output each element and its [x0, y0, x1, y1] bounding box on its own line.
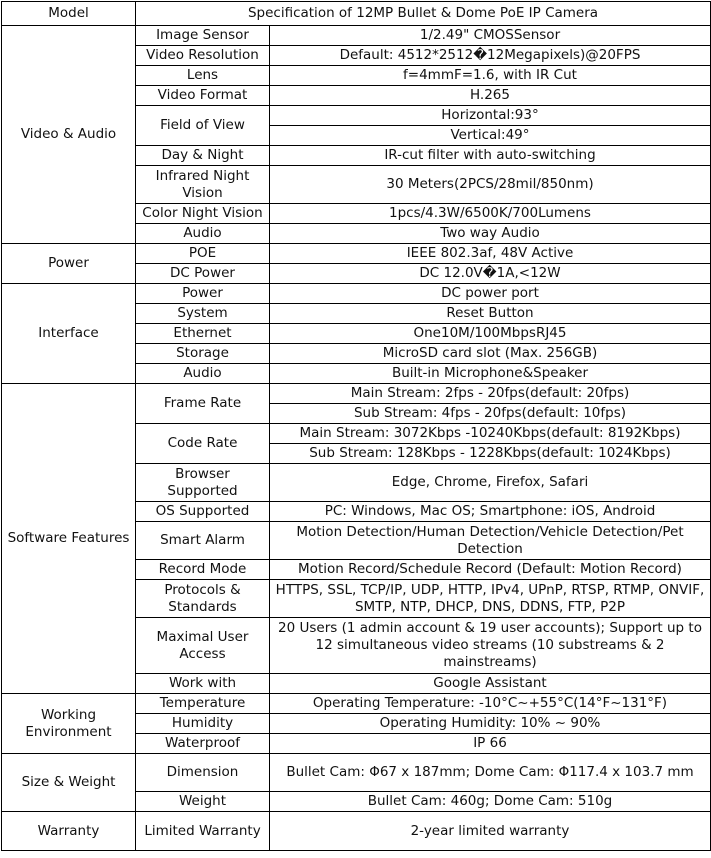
label-video-format-cell: Video Format [136, 86, 270, 106]
label-dc-power-cell: DC Power [136, 264, 270, 284]
header-title-cell: Specification of 12MP Bullet & Dome PoE IP Camera [136, 2, 711, 26]
section-software-features-cell: Software Features [2, 384, 136, 694]
spec-row [2, 812, 711, 851]
value-image-sensor-cell: 1/2.49" CMOSSensor [270, 26, 711, 46]
label-color-night-vision-cell: Color Night Vision [136, 204, 270, 224]
section-size-weight-cell: Size & Weight [2, 754, 136, 812]
value-video-resolution-cell: Default: 4512*2512�12Megapixels)@20FPS [270, 46, 711, 66]
value-dc-power-cell: DC 12.0V�1A,<12W [270, 264, 711, 284]
value-frame-rate-cell: Main Stream: 2fps - 20fps(default: 20fps) [270, 384, 711, 404]
label-record-mode-cell: Record Mode [136, 560, 270, 580]
value-weight-cell: Bullet Cam: 460g; Dome Cam: 510g [270, 792, 711, 812]
section-warranty-cell: Warranty [2, 812, 136, 851]
value-smart-alarm-cell: Motion Detection/Human Detection/Vehicle Detection/Pet Detection [270, 522, 711, 560]
spec-table [1, 1, 711, 851]
label-ethernet-cell: Ethernet [136, 324, 270, 344]
label-work-with-cell: Work with [136, 674, 270, 694]
label-poe-cell: POE [136, 244, 270, 264]
spec-row [2, 384, 711, 404]
value-protocols-standards-cell: HTTPS, SSL, TCP/IP, UDP, HTTP, IPv4, UPnP, RTSP, RTMP, ONVIF, SMTP, NTP, DHCP, DNS, DDNS, FTP, P2P [270, 580, 711, 618]
label-weight-cell: Weight [136, 792, 270, 812]
label-dimension-cell: Dimension [136, 754, 270, 792]
label-frame-rate-cell: Frame Rate [136, 384, 270, 424]
value-storage-cell: MicroSD card slot (Max. 256GB) [270, 344, 711, 364]
value-humidity-cell: Operating Humidity: 10% ~ 90% [270, 714, 711, 734]
label-humidity-cell: Humidity [136, 714, 270, 734]
value-video-format-cell: H.265 [270, 86, 711, 106]
value-record-mode-cell: Motion Record/Schedule Record (Default: Motion Record) [270, 560, 711, 580]
label-audio-cell: Audio [136, 364, 270, 384]
value-dimension-cell: Bullet Cam: Φ67 x 187mm; Dome Cam: Φ117.4 x 103.7 mm [270, 754, 711, 792]
value-field-of-view-cell: Horizontal:93° [270, 106, 711, 126]
section-working-environment-cell: Working Environment [2, 694, 136, 754]
label-maximal-user-access-cell: Maximal User Access [136, 618, 270, 674]
label-temperature-cell: Temperature [136, 694, 270, 714]
value-browser-supported-cell: Edge, Chrome, Firefox, Safari [270, 464, 711, 502]
label-field-of-view-cell: Field of View [136, 106, 270, 146]
label-waterproof-cell: Waterproof [136, 734, 270, 754]
label-storage-cell: Storage [136, 344, 270, 364]
header-row [2, 2, 711, 26]
spec-row [2, 284, 711, 304]
label-lens-cell: Lens [136, 66, 270, 86]
section-interface-cell: Interface [2, 284, 136, 384]
label-video-resolution-cell: Video Resolution [136, 46, 270, 66]
label-infrared-night-vision-cell: Infrared Night Vision [136, 166, 270, 204]
label-protocols-standards-cell: Protocols & Standards [136, 580, 270, 618]
header-model-cell: Model [2, 2, 136, 26]
label-browser-supported-cell: Browser Supported [136, 464, 270, 502]
value-work-with-cell: Google Assistant [270, 674, 711, 694]
spec-row [2, 694, 711, 714]
value-os-supported-cell: PC: Windows, Mac OS; Smartphone: iOS, Android [270, 502, 711, 522]
value-temperature-cell: Operating Temperature: -10°C~+55°C(14°F~131°F) [270, 694, 711, 714]
value-code-rate-cell: Sub Stream: 128Kbps - 1228Kbps(default: 1024Kbps) [270, 444, 711, 464]
value-power-cell: DC power port [270, 284, 711, 304]
label-smart-alarm-cell: Smart Alarm [136, 522, 270, 560]
value-day-night-cell: IR-cut filter with auto-switching [270, 146, 711, 166]
value-color-night-vision-cell: 1pcs/4.3W/6500K/700Lumens [270, 204, 711, 224]
value-field-of-view-cell: Vertical:49° [270, 126, 711, 146]
label-power-cell: Power [136, 284, 270, 304]
value-ethernet-cell: One10M/100MbpsRJ45 [270, 324, 711, 344]
label-day-night-cell: Day & Night [136, 146, 270, 166]
value-audio-cell: Built-in Microphone&Speaker [270, 364, 711, 384]
value-audio-cell: Two way Audio [270, 224, 711, 244]
label-code-rate-cell: Code Rate [136, 424, 270, 464]
value-limited-warranty-cell: 2-year limited warranty [270, 812, 711, 851]
spec-table-body [2, 2, 711, 851]
value-maximal-user-access-cell: 20 Users (1 admin account & 19 user accounts); Support up to 12 simultaneous video streams (10 substreams & 2 mainstreams) [270, 618, 711, 674]
value-infrared-night-vision-cell: 30 Meters(2PCS/28mil/850nm) [270, 166, 711, 204]
section-power-cell: Power [2, 244, 136, 284]
value-system-cell: Reset Button [270, 304, 711, 324]
section-video-audio-cell: Video & Audio [2, 26, 136, 244]
value-lens-cell: f=4mmF=1.6, with IR Cut [270, 66, 711, 86]
value-poe-cell: IEEE 802.3af, 48V Active [270, 244, 711, 264]
label-system-cell: System [136, 304, 270, 324]
spec-row [2, 26, 711, 46]
label-image-sensor-cell: Image Sensor [136, 26, 270, 46]
label-audio-cell: Audio [136, 224, 270, 244]
value-frame-rate-cell: Sub Stream: 4fps - 20fps(default: 10fps) [270, 404, 711, 424]
value-waterproof-cell: IP 66 [270, 734, 711, 754]
label-limited-warranty-cell: Limited Warranty [136, 812, 270, 851]
spec-row [2, 754, 711, 792]
label-os-supported-cell: OS Supported [136, 502, 270, 522]
value-code-rate-cell: Main Stream: 3072Kbps -10240Kbps(default: 8192Kbps) [270, 424, 711, 444]
spec-row [2, 244, 711, 264]
